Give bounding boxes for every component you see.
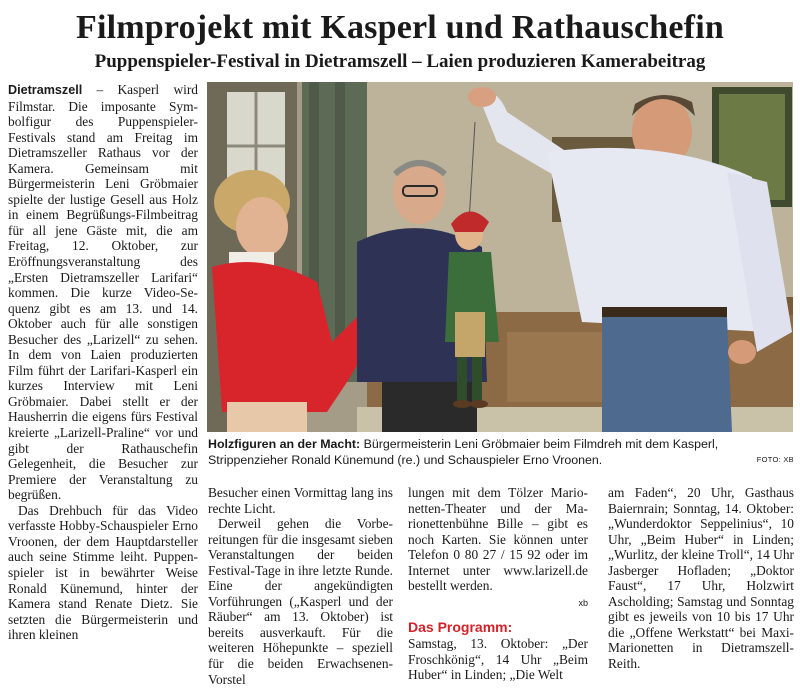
photo-illustration <box>207 82 793 432</box>
article-column-4 <box>608 485 794 690</box>
author-initials: xb <box>578 597 588 608</box>
article-column-3 <box>408 485 588 690</box>
headline: Filmprojekt mit Kasperl und Rathauschefin <box>76 9 724 46</box>
subheadline: Puppenspieler-Festival in Dietramszell – Laien produzieren Kamerabeitrag <box>94 51 706 72</box>
caption-text: Bürgermeisterin Leni Gröbmaier beim Filmdreh mit dem Kasperl, Strippenzieher Ronald Künemund (re.) und Schauspieler Erno Vroonen. <box>208 437 719 467</box>
dateline: Dietramszell <box>8 83 83 97</box>
paragraph: Besucher einen Vormittag lang ins rechte Licht. <box>208 485 393 516</box>
program-text: Samstag, 13. Oktober: „Der Froschkönig“, 14 Uhr „Beim Huber“ in Linden; „Die Welt <box>408 636 588 683</box>
paragraph-text: – Kasperl wird Filmstar. Die imposante Symbolfigur des Puppenspieler-Festivals stand am Freitag im Dietramszeller Rathaus vor der Kamera. Gemeinsam mit Bürgermeisterin Leni Gröbmaier spielte der lustige Gesell aus Holz in einem Begrüßungs-Filmbeitrag für all jene Gäste mit, die am Freitag, 12. Oktober, zur Eröffnungsveranstaltung des „Ersten Dietramszeller Larifari“ kommen. Die kurze Video-Sequenz gibt es am 13. und 14. Oktober auch für alle sonstigen Besucher des „Larizell“ zu sehen. In dem von Laien produzierten Film führt der Larifari-Kasperl ein kurzes Interview mit Leni Gröbmaier. Dabei stellt er der Hausherrin die eigens fürs Festival kreierte „Larizell-Praline“ vor und gibt der Rathauschefin Gelegenheit, die Besucher zur Premiere der Veranstaltung zu begrüßen. <box>8 82 198 503</box>
paragraph <box>8 82 198 503</box>
article-photo <box>207 82 793 432</box>
program-heading: Das Programm: <box>408 619 513 636</box>
paragraph: Das Drehbuch für das Video verfasste Hobby-Schauspieler Erno Vroonen, der dem Hauptdarsteller auch seine Stimme leiht. Puppenspieler ist in bewährter Weise Ronald Künemund, hinter der Kamera stand Renate Dietz. Sie setzten die Bürgermeisterin und ihren kleinen <box>8 502 198 643</box>
program-text: am Faden“, 20 Uhr, Gasthaus Baiernrain; Sonntag, 14. Oktober: „Wunderdoktor Seppelinius“, 10 Uhr, „Beim Huber“ in Linden; „Wurlitz, der kleine Troll“, 14 Uhr Jasberger Hofladen; „Doktor Faust“, 17 Uhr, Holzwirt Ascholding; Samstag und Sonntag gibt es jeweils von 10 bis 17 Uhr die „Offene Werkstatt“ bei Maxi-Marionetten in Dietramszell-Reith. <box>608 485 794 672</box>
caption-lead: Holzfiguren an der Macht: <box>208 437 361 451</box>
paragraph: Derweil gehen die Vorbereitungen für die insgesamt sieben Veranstaltungen der beiden Festival-Tage in ihre letzte Runde. Eine der angekündigten Vorführungen („Kasperl und der Räuber“ am 13. Oktober) ist bereits ausverkauft. Für die weiteren Höhepunkte – speziell für die beiden Erwachsenen-Vorstel <box>208 516 393 687</box>
paragraph: lungen mit dem Tölzer Marionetten-Theater und der Marionettenbühne Bille – gibt es noch Karten. Sie können unter Telefon 0 80 27 / 15 92 oder im Internet unter www.larizell.de bestellt werden. <box>408 485 588 594</box>
article-column-2 <box>208 485 393 690</box>
photo-credit: FOTO: XB <box>756 455 794 464</box>
article-column-1 <box>8 82 198 690</box>
photo-caption <box>208 436 794 468</box>
